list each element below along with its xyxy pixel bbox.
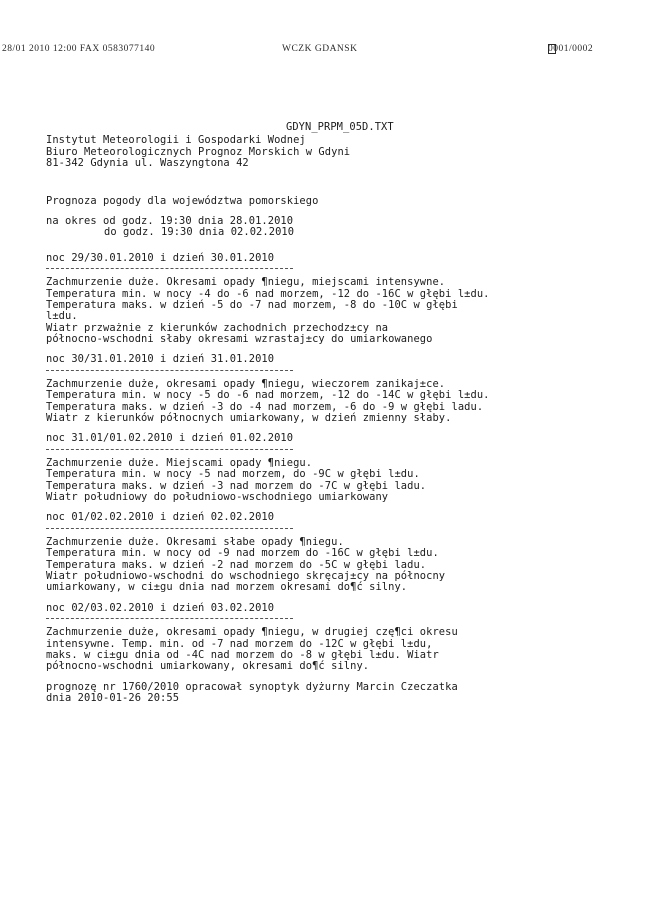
section-line: maks. w ci±gu dnia od -4C nad morzem do -8 w głębi l±du. Wiatr (46, 648, 439, 661)
section-line: Wiatr z kierunków północnych umiarkowany, w dzień zmienny słaby. (46, 412, 452, 425)
section-line: Zachmurzenie duże. Okresami opady ¶niegu, miejscami intensywne. (46, 276, 446, 289)
section-line: Temperatura maks. w dzień -3 do -4 nad morzem, -6 do -9 w głębi ladu. (46, 400, 484, 413)
forecast-section (46, 253, 636, 346)
section-line: Zachmurzenie duże, okresami opady ¶niegu, w drugiej czę¶ci okresu (46, 626, 458, 639)
footer-line: prognozę nr 1760/2010 opracował synoptyk dyżurny Marcin Czeczatka (46, 680, 458, 693)
section-title: noc 01/02.02.2010 i dzień 02.02.2010 (46, 511, 275, 524)
footer-line: dnia 2010-01-26 20:55 (46, 692, 180, 705)
fax-sender: WCZK GDANSK (282, 44, 358, 54)
section-line: Temperatura min. w nocy od -9 nad morzem do -16C w głębi l±du. (46, 547, 439, 560)
institute-line: 81-342 Gdynia ul. Waszyngtona 42 (46, 157, 249, 170)
section-line: Wiatr południowo-wschodni do wschodniego skręcaj±cy na północny (46, 569, 446, 582)
period-to: do godz. 19:30 dnia 02.02.2010 (104, 226, 295, 239)
section-title: noc 29/30.01.2010 i dzień 30.01.2010 (46, 251, 275, 264)
forecast-footer (46, 682, 636, 705)
forecast-title: Prognoza pogody dla województwa pomorskiego (46, 194, 319, 207)
forecast-document (46, 122, 636, 704)
section-line: Temperatura maks. w dzień -3 nad morzem do -7C w głębi ladu. (46, 479, 427, 492)
section-line: Temperatura min. w nocy -5 do -6 nad morzem, -12 do -14C w głębi l±du. (46, 389, 490, 402)
file-name: GDYN_PRPM_05D.TXT (286, 121, 394, 133)
section-line: Wiatr przważnie z kierunków zachodnich przechodz±cy na (46, 321, 389, 334)
period-from: na okres od godz. 19:30 dnia 28.01.2010 (46, 214, 294, 227)
fax-page-number: 0001/0002 (548, 44, 594, 54)
section-title: noc 02/03.02.2010 i dzień 03.02.2010 (46, 601, 275, 614)
section-line: l±du. (46, 310, 78, 323)
fax-datetime-number: 28/01 2010 12:00 FAX 0583077140 (2, 44, 156, 54)
section-line: Wiatr południowy do południowo-wschodniego umiarkowany (46, 490, 389, 503)
forecast-section (46, 603, 636, 673)
section-line: umiarkowany, w ci±gu dnia nad morzem okresami do¶ć silny. (46, 581, 408, 594)
fax-header (0, 44, 653, 58)
section-line: północno-wschodni słaby okresami wzrastaj±cy do umiarkowanego (46, 333, 433, 346)
forecast-section (46, 354, 636, 424)
section-line: Zachmurzenie duże. Okresami słabe opady ¶niegu. (46, 535, 344, 548)
forecast-section (46, 433, 636, 503)
institute-line: Biuro Meteorologicznych Prognoz Morskich w Gdyni (46, 145, 351, 158)
section-title: noc 30/31.01.2010 i dzień 31.01.2010 (46, 353, 275, 366)
section-line: Temperatura min. w nocy -4 do -6 nad morzem, -12 do -16C w głębi l±du. (46, 287, 490, 300)
section-line: Temperatura maks. w dzień -2 nad morzem do -5C w głębi ladu. (46, 558, 427, 571)
institute-address (46, 135, 636, 169)
section-line: Temperatura min. w nocy -5 nad morzem, do -9C w głębi l±du. (46, 468, 420, 481)
section-line: Temperatura maks. w dzień -5 do -7 nad morzem, -8 do -10C w głębi (46, 298, 458, 311)
section-line: Zachmurzenie duże. Miejscami opady ¶niegu. (46, 456, 313, 469)
section-title: noc 31.01/01.02.2010 i dzień 01.02.2010 (46, 432, 294, 445)
section-line: intensywne. Temp. min. od -7 nad morzem do -12C w głębi l±du, (46, 637, 433, 650)
section-line: Zachmurzenie duże, okresami opady ¶niegu, wieczorem zanikaj±ce. (46, 377, 446, 390)
section-line: północno-wschodni umiarkowany, okresami do¶ć silny. (46, 660, 370, 673)
forecast-section (46, 512, 636, 593)
institute-line: Instytut Meteorologii i Gospodarki Wodnej (46, 134, 306, 147)
